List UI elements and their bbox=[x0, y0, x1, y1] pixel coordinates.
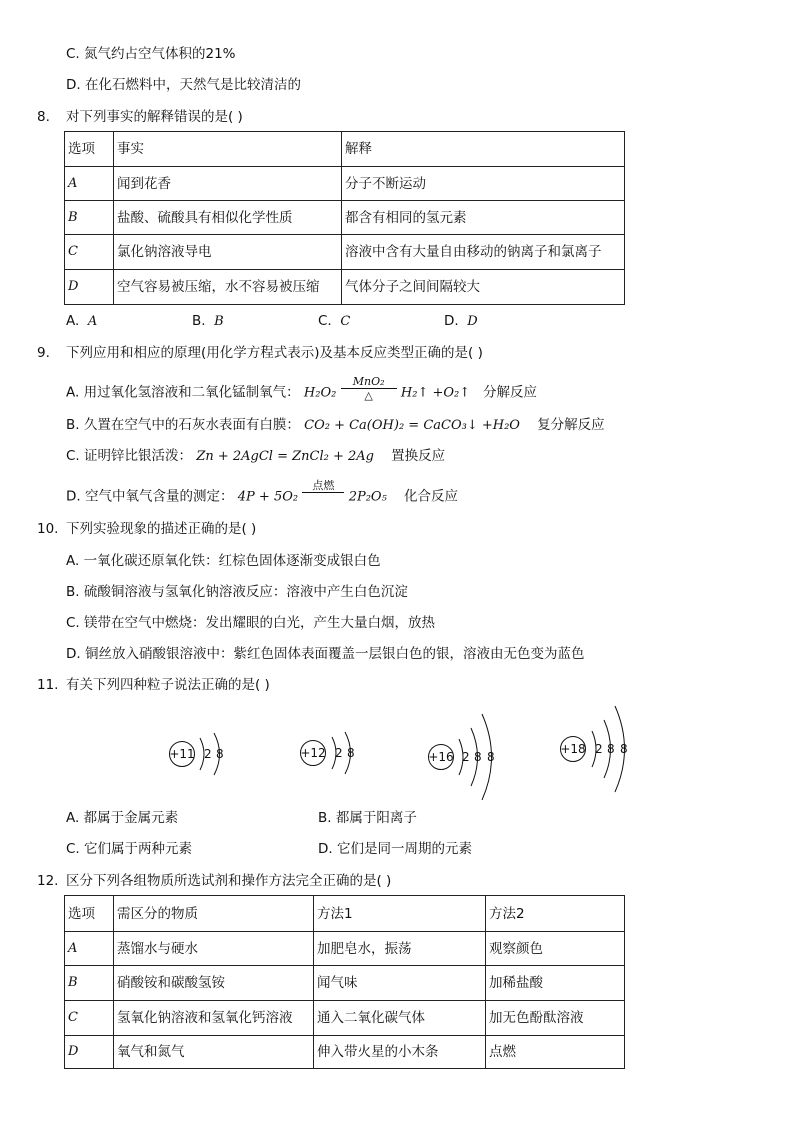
q9-number: 9. bbox=[37, 345, 50, 361]
table-cell: 加稀盐酸 bbox=[486, 966, 625, 1001]
nucleus-charge: +12 bbox=[300, 746, 326, 760]
reaction-condition bbox=[302, 480, 344, 505]
equation: CO₂ + Ca(OH)₂ = CaCO₃↓ +H₂O bbox=[304, 418, 520, 433]
nucleus-charge: +16 bbox=[428, 750, 454, 764]
q8-option-d bbox=[444, 312, 478, 331]
table-cell: 通入二氧化碳气体 bbox=[314, 1001, 486, 1036]
q8-option-a bbox=[66, 312, 97, 331]
table-cell: D bbox=[65, 270, 114, 305]
reaction-type: 复分解反应 bbox=[537, 417, 605, 433]
table-row bbox=[65, 932, 625, 966]
table-row bbox=[65, 167, 625, 201]
q8-option-c bbox=[318, 312, 350, 331]
table-header: 选项 bbox=[65, 132, 114, 167]
table-header: 方法1 bbox=[314, 896, 486, 932]
reaction-type: 置换反应 bbox=[391, 448, 446, 464]
shell-electrons: 8 bbox=[474, 750, 482, 764]
nucleus-charge: +11 bbox=[169, 747, 195, 761]
shell-electrons: 8 bbox=[347, 746, 355, 760]
shell-electrons: 8 bbox=[620, 742, 628, 756]
shell-electrons: 8 bbox=[216, 747, 224, 761]
table-cell: 都含有相同的氢元素 bbox=[342, 201, 625, 235]
option-label: D. bbox=[444, 313, 459, 329]
q11-stem: 有关下列四种粒子说法正确的是( ) bbox=[66, 677, 270, 693]
table-cell: 硝酸铵和碳酸氢铵 bbox=[114, 966, 314, 1001]
table-cell: A bbox=[65, 167, 114, 201]
table-cell: B bbox=[65, 201, 114, 235]
table-cell: C bbox=[65, 235, 114, 270]
table-cell: 伸入带火星的小木条 bbox=[314, 1036, 486, 1069]
q11-option-c: C. 它们属于两种元素 bbox=[66, 841, 193, 857]
option-value: D bbox=[467, 314, 478, 329]
shell-electrons: 8 bbox=[607, 742, 615, 756]
option-label: C. bbox=[318, 313, 332, 329]
q12-number: 12. bbox=[37, 873, 59, 889]
atom-diagram-3 bbox=[428, 714, 494, 800]
shell-electrons: 2 bbox=[204, 747, 212, 761]
equation: Zn + 2AgCl = ZnCl₂ + 2Ag bbox=[196, 449, 374, 464]
equation-rhs: H₂↑ +O₂↑ bbox=[400, 385, 471, 401]
table-cell: 盐酸、硫酸具有相似化学性质 bbox=[114, 201, 342, 235]
q10-number: 10. bbox=[37, 521, 59, 537]
table-row bbox=[65, 270, 625, 305]
table-cell: 闻到花香 bbox=[114, 167, 342, 201]
table-cell: 观察颜色 bbox=[486, 932, 625, 966]
q8-stem: 对下列事实的解释错误的是( ) bbox=[66, 109, 243, 125]
q10-option-c: C. 镁带在空气中燃烧：发出耀眼的白光，产生大量白烟，放热 bbox=[66, 615, 436, 631]
table-row bbox=[65, 201, 625, 235]
option-value: C bbox=[340, 314, 351, 329]
equation-lhs: 4P + 5O₂ bbox=[237, 489, 299, 505]
reaction-type: 化合反应 bbox=[403, 488, 458, 505]
table-header: 方法2 bbox=[486, 896, 625, 932]
heat-symbol: △ bbox=[364, 389, 373, 402]
table-cell: 气体分子之间间隔较大 bbox=[342, 270, 625, 305]
table-cell: 加无色酚酞溶液 bbox=[486, 1001, 625, 1036]
table-cell: A bbox=[65, 932, 114, 966]
q11-number: 11. bbox=[37, 677, 59, 693]
q11-option-d: D. 它们是同一周期的元素 bbox=[318, 841, 472, 857]
table-cell: 氯化钠溶液导电 bbox=[114, 235, 342, 270]
q10-stem: 下列实验现象的描述正确的是( ) bbox=[66, 521, 257, 537]
q8-option-b bbox=[192, 312, 224, 331]
option-label: A. bbox=[66, 313, 80, 329]
option-text: B. 久置在空气中的石灰水表面有白膜： bbox=[66, 417, 300, 433]
reaction-condition bbox=[341, 376, 397, 401]
table-row bbox=[65, 235, 625, 270]
q7-option-d: D. 在化石燃料中，天然气是比较清洁的 bbox=[66, 77, 301, 93]
q10-option-a: A. 一氧化碳还原氧化铁：红棕色固体逐渐变成银白色 bbox=[66, 553, 381, 569]
table-header: 解释 bbox=[342, 132, 625, 167]
table-cell: 蒸馏水与硬水 bbox=[114, 932, 314, 966]
table-header-row bbox=[65, 896, 625, 932]
table-row bbox=[65, 1001, 625, 1036]
q8-number: 8. bbox=[37, 109, 50, 125]
table-cell: 氢氧化钠溶液和氢氧化钙溶液 bbox=[114, 1001, 314, 1036]
table-cell: 氧气和氮气 bbox=[114, 1036, 314, 1069]
q12-stem: 区分下列各组物质所选试剂和操作方法完全正确的是( ) bbox=[66, 873, 392, 889]
table-header: 事实 bbox=[114, 132, 342, 167]
option-text: D. 空气中氧气含量的测定： bbox=[66, 488, 234, 505]
option-value: A bbox=[87, 314, 98, 329]
q10-option-d: D. 铜丝放入硝酸银溶液中：紫红色固体表面覆盖一层银白色的银，溶液由无色变为蓝色 bbox=[66, 646, 585, 662]
table-cell: 溶液中含有大量自由移动的钠离子和氯离子 bbox=[342, 235, 625, 270]
catalyst-label: MnO₂ bbox=[352, 375, 385, 388]
q8-table bbox=[64, 131, 625, 305]
shell-electrons: 2 bbox=[462, 750, 470, 764]
table-cell: 加肥皂水，振荡 bbox=[314, 932, 486, 966]
table-header: 选项 bbox=[65, 896, 114, 932]
shell-electrons: 2 bbox=[335, 746, 343, 760]
q11-option-a: A. 都属于金属元素 bbox=[66, 810, 179, 826]
q9-option-d bbox=[66, 479, 458, 509]
table-cell: 分子不断运动 bbox=[342, 167, 625, 201]
q11-option-b: B. 都属于阳离子 bbox=[318, 810, 417, 826]
q9-stem: 下列应用和相应的原理(用化学方程式表示)及基本反应类型正确的是( ) bbox=[66, 345, 483, 361]
equation-lhs: H₂O₂ bbox=[303, 385, 337, 401]
shell-electrons: 2 bbox=[595, 742, 603, 756]
option-value: B bbox=[214, 314, 224, 329]
q9-option-c bbox=[66, 447, 445, 466]
q7-option-c: C. 氮气约占空气体积的21% bbox=[66, 46, 236, 62]
table-cell: C bbox=[65, 1001, 114, 1036]
option-text: C. 证明锌比银活泼： bbox=[66, 448, 193, 464]
condition-label: 点燃 bbox=[312, 479, 335, 492]
q10-option-b: B. 硫酸铜溶液与氢氧化钠溶液反应：溶液中产生白色沉淀 bbox=[66, 584, 408, 600]
q9-option-b bbox=[66, 416, 605, 435]
q9-option-a bbox=[66, 375, 538, 405]
table-cell: D bbox=[65, 1036, 114, 1069]
shell-electrons: 8 bbox=[487, 750, 495, 764]
q12-table bbox=[64, 895, 625, 1069]
table-row bbox=[65, 1036, 625, 1069]
equation-rhs: 2P₂O₅ bbox=[348, 489, 387, 505]
atom-diagram-2 bbox=[300, 732, 354, 774]
nucleus-charge: +18 bbox=[560, 742, 586, 756]
table-cell: 点燃 bbox=[486, 1036, 625, 1069]
atom-structure-diagrams bbox=[0, 700, 794, 800]
table-cell: 空气容易被压缩，水不容易被压缩 bbox=[114, 270, 342, 305]
table-header-row bbox=[65, 132, 625, 167]
reaction-type: 分解反应 bbox=[483, 384, 538, 401]
table-row bbox=[65, 966, 625, 1001]
table-cell: B bbox=[65, 966, 114, 1001]
atom-diagram-4 bbox=[560, 706, 627, 792]
option-text: A. 用过氧化氢溶液和二氧化锰制氧气： bbox=[66, 384, 300, 401]
table-header: 需区分的物质 bbox=[114, 896, 314, 932]
option-label: B. bbox=[192, 313, 206, 329]
atom-diagram-1 bbox=[169, 733, 223, 775]
table-cell: 闻气味 bbox=[314, 966, 486, 1001]
